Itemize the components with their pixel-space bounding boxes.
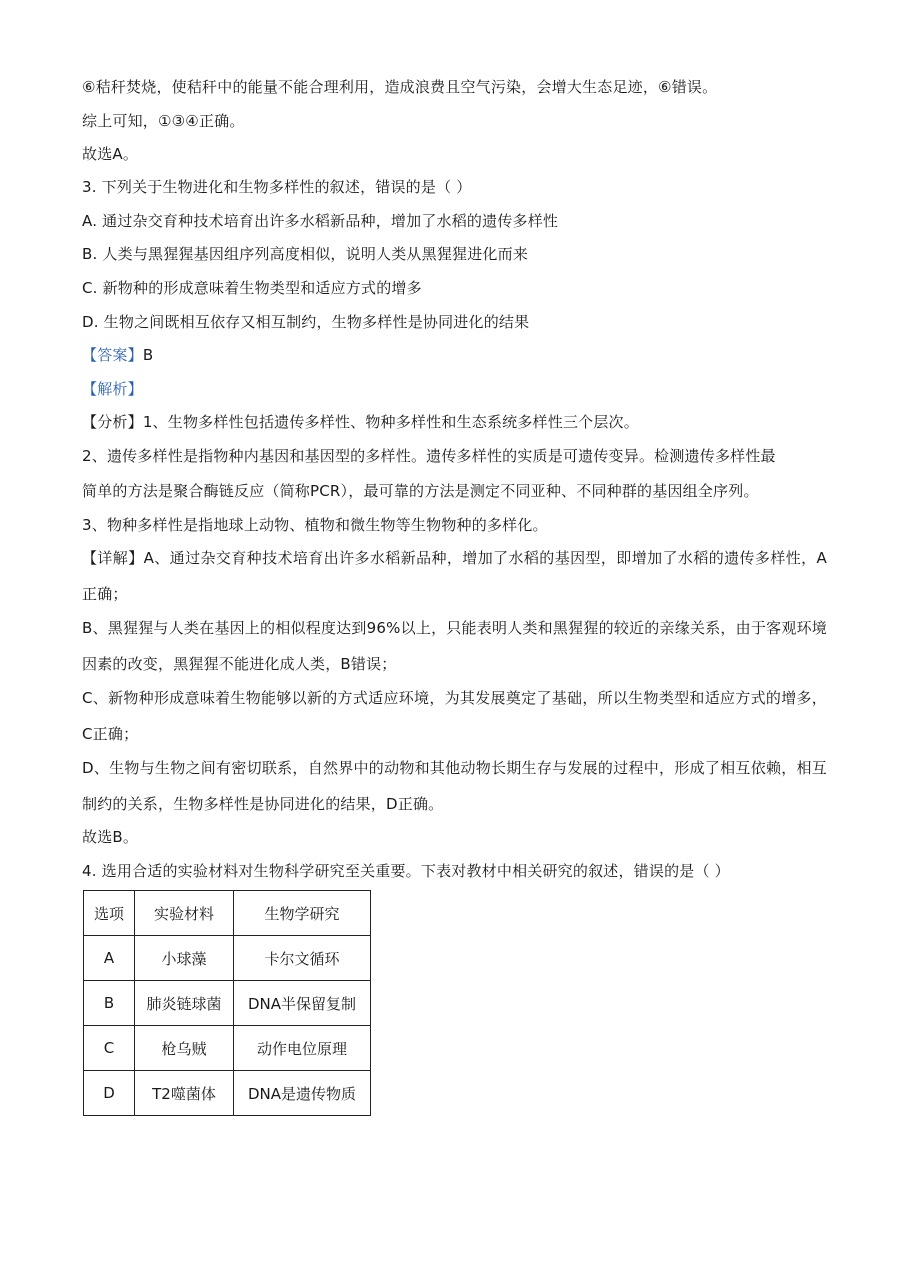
analysis-point-1: 【分析】1、生物多样性包括遗传多样性、物种多样性和生态系统多样性三个层次。 (82, 413, 639, 431)
analysis-tag: 【解析】 (82, 380, 143, 398)
table-cell: D (84, 1071, 135, 1116)
answer-value: B (142, 346, 154, 364)
text-line: 故选A。 (82, 145, 139, 163)
table-cell: C (84, 1026, 135, 1071)
question-3-stem: 3. 下列关于生物进化和生物多样性的叙述，错误的是（ ） (82, 178, 472, 196)
table-cell: DNA半保留复制 (234, 981, 371, 1026)
table-row (84, 1071, 371, 1116)
table-cell: 卡尔文循环 (234, 936, 371, 981)
option-b: B. 人类与黑猩猩基因组序列高度相似，说明人类从黑猩猩进化而来 (82, 245, 529, 263)
table-row (84, 981, 371, 1026)
option-c: C. 新物种的形成意味着生物类型和适应方式的增多 (82, 279, 422, 297)
text-line: ⑥秸秆焚烧，使秸秆中的能量不能合理利用，造成浪费且空气污染，会增大生态足迹，⑥错误。 (82, 78, 718, 96)
analysis-point-2a: 2、遗传多样性是指物种内基因和基因型的多样性。遗传多样性的实质是可遗传变异。检测遗传多样性最 (82, 447, 776, 465)
materials-table (83, 890, 371, 1116)
detail-b: B、黑猩猩与人类在基因上的相似程度达到96%以上，只能表明人类和黑猩猩的较近的亲缘关系，由于客观环境因素的改变，黑猩猩不能进化成人类，B错误； (82, 619, 827, 673)
fenxi-tag: 【分析】 (82, 413, 143, 431)
detail-c: C、新物种形成意味着生物能够以新的方式适应环境，为其发展奠定了基础，所以生物类型和适应方式的增多，C正确； (82, 689, 827, 743)
table-cell: T2噬菌体 (135, 1071, 234, 1116)
xiangjie-tag: 【详解】 (82, 549, 144, 567)
table-row (84, 1026, 371, 1071)
table-cell: DNA是遗传物质 (234, 1071, 371, 1116)
table-header-row (84, 891, 371, 936)
option-a: A. 通过杂交育种技术培育出许多水稻新品种，增加了水稻的遗传多样性 (82, 212, 559, 230)
table-cell: 枪乌贼 (135, 1026, 234, 1071)
option-d: D. 生物之间既相互依存又相互制约，生物多样性是协同进化的结果 (82, 313, 530, 331)
table-cell: 动作电位原理 (234, 1026, 371, 1071)
analysis-point-3: 3、物种多样性是指地球上动物、植物和微生物等生物物种的多样化。 (82, 516, 548, 534)
detail-a: 【详解】A、通过杂交育种技术培育出许多水稻新品种，增加了水稻的基因型，即增加了水稻的遗传多样性，A正确； (82, 549, 827, 603)
detail-d: D、生物与生物之间有密切联系，自然界中的动物和其他动物长期生存与发展的过程中，形成了相互依赖，相互制约的关系，生物多样性是协同进化的结果，D正确。 (82, 759, 827, 813)
table-cell: 肺炎链球菌 (135, 981, 234, 1026)
table-cell: B (84, 981, 135, 1026)
analysis-heading (82, 379, 143, 399)
answer-tag: 【答案】 (82, 346, 143, 364)
table-row (84, 936, 371, 981)
choose-line: 故选B。 (82, 828, 139, 846)
answer-line (82, 345, 153, 365)
table-header-cell: 实验材料 (135, 891, 234, 936)
analysis-point-2b: 简单的方法是聚合酶链反应（简称PCR），最可靠的方法是测定不同亚种、不同种群的基因组全序列。 (82, 482, 759, 500)
table-cell: 小球藻 (135, 936, 234, 981)
table-header-cell: 选项 (84, 891, 135, 936)
table-cell: A (84, 936, 135, 981)
text-line: 综上可知，①③④正确。 (82, 112, 245, 130)
table-header-cell: 生物学研究 (234, 891, 371, 936)
question-4-stem: 4. 选用合适的实验材料对生物科学研究至关重要。下表对教材中相关研究的叙述，错误的是（ ） (82, 862, 730, 880)
